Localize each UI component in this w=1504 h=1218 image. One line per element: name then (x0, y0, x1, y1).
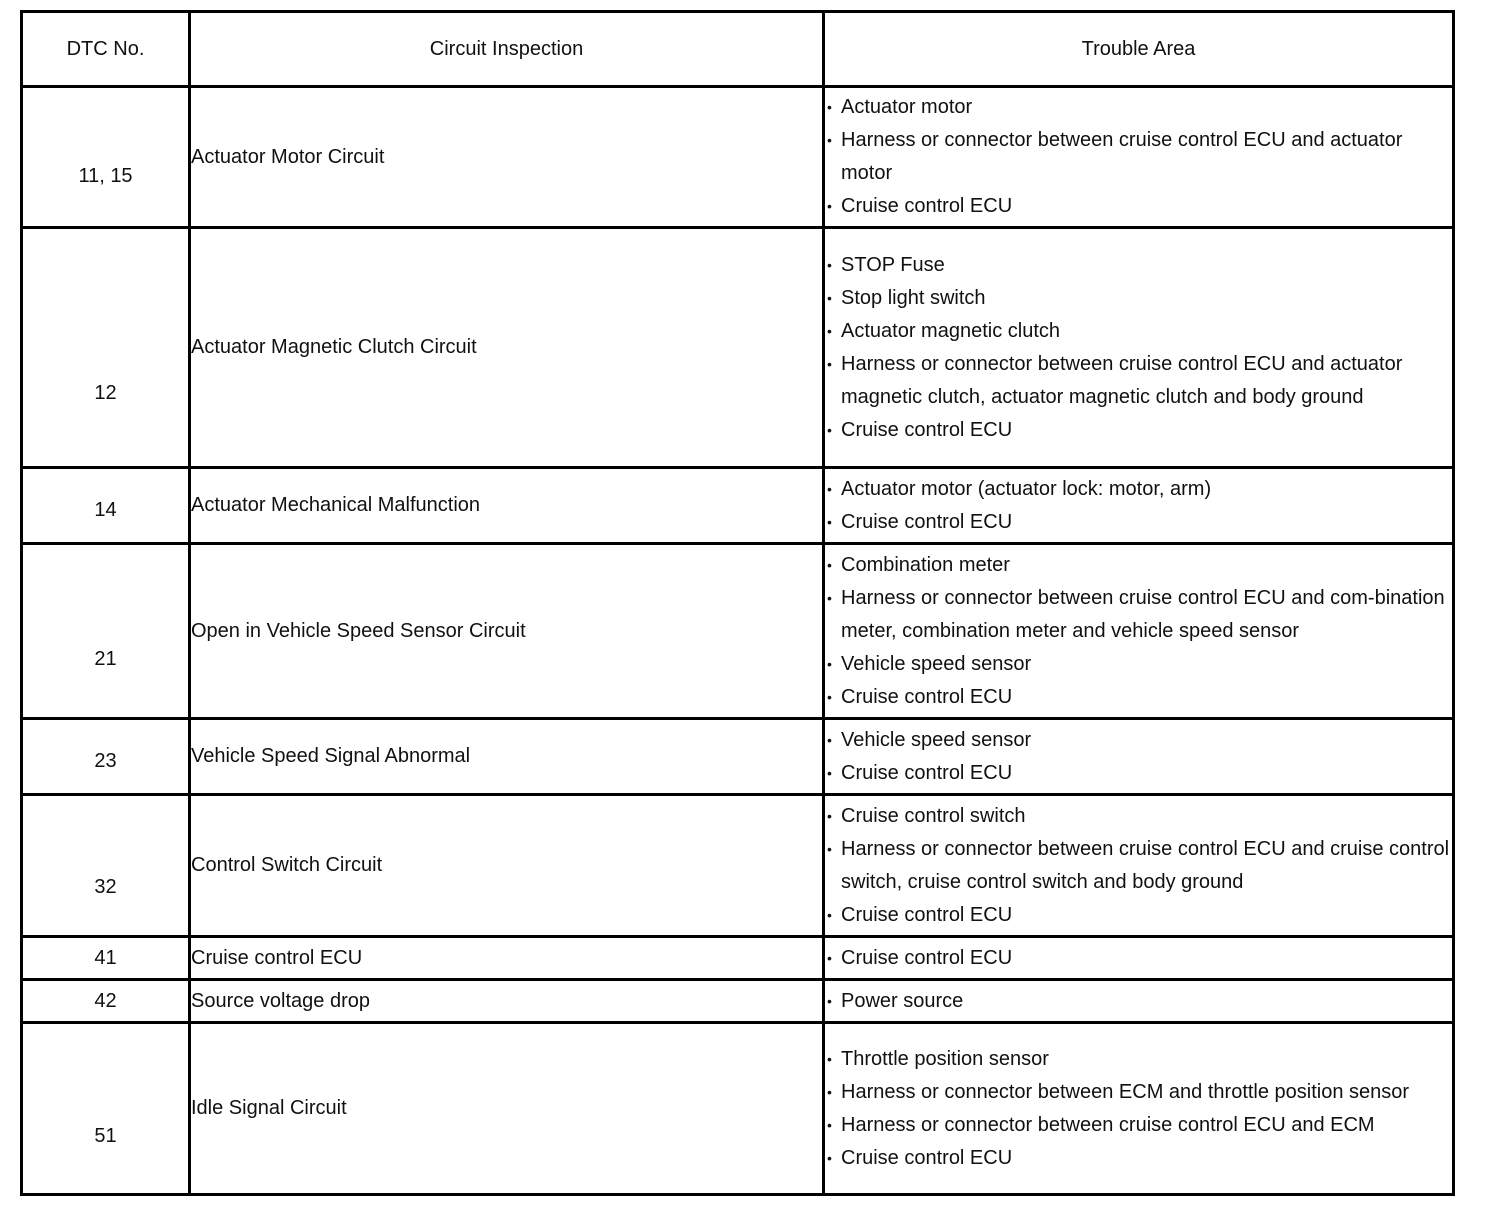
header-circuit-inspection: Circuit Inspection (190, 12, 824, 87)
circuit-name: Source voltage drop (190, 980, 824, 1023)
trouble-area-item: Cruise control ECU (841, 903, 1013, 926)
trouble-area-cell (824, 544, 1454, 719)
circuit-name: Open in Vehicle Speed Sensor Circuit (190, 544, 824, 719)
trouble-area-cell (824, 87, 1454, 228)
trouble-area-item: Power source (841, 989, 964, 1012)
list-item (825, 757, 1452, 790)
list-item (825, 414, 1452, 447)
circuit-name: Vehicle Speed Signal Abnormal (190, 719, 824, 795)
trouble-area-cell (824, 980, 1454, 1023)
list-item (825, 91, 1452, 124)
trouble-area-item: Stop light switch (841, 286, 986, 309)
bullet-icon: • (827, 992, 832, 1009)
circuit-name: Actuator Motor Circuit (190, 87, 824, 228)
list-item (825, 506, 1452, 539)
table-row (22, 719, 1454, 795)
bullet-icon: • (827, 688, 832, 705)
trouble-area-cell (824, 228, 1454, 468)
list-item (825, 800, 1452, 833)
list-item (825, 124, 1452, 190)
bullet-icon: • (827, 840, 832, 857)
trouble-area-item: Cruise control ECU (841, 195, 1013, 217)
trouble-area-cell (824, 937, 1454, 980)
bullet-icon: • (827, 731, 832, 748)
dtc-table (20, 10, 1455, 1196)
trouble-area-cell (824, 1023, 1454, 1195)
list-item (825, 348, 1452, 414)
dtc-number: 11, 15 (78, 164, 133, 187)
circuit-name: Cruise control ECU (190, 937, 824, 980)
dtc-number: 23 (94, 750, 117, 772)
list-item (825, 190, 1452, 223)
bullet-icon: • (827, 906, 832, 923)
dtc-number: 14 (94, 499, 117, 521)
table-row (22, 980, 1454, 1023)
dtc-number: 32 (94, 876, 117, 898)
list-item (825, 582, 1452, 648)
trouble-area-item: Throttle position sensor (841, 1047, 1049, 1070)
bullet-icon: • (827, 807, 832, 824)
header-row (22, 12, 1454, 87)
dtc-number: 42 (22, 980, 190, 1023)
header-trouble-area: Trouble Area (824, 12, 1454, 87)
circuit-name: Control Switch Circuit (190, 795, 824, 937)
trouble-area-item: Cruise control switch (841, 804, 1026, 827)
list-item (825, 315, 1452, 348)
trouble-area-item: Actuator motor (actuator lock: motor, arm) (841, 477, 1212, 500)
list-item (825, 833, 1452, 899)
bullet-icon: • (827, 198, 832, 214)
trouble-area-item: Harness or connector between cruise control ECU and actuator magnetic clutch, actuator magnetic clutch and body ground (841, 352, 1403, 408)
bullet-icon: • (827, 764, 832, 781)
trouble-area-item: Harness or connector between cruise control ECU and com-bination meter, combination meter and vehicle speed sensor (841, 586, 1445, 642)
table-row (22, 228, 1454, 468)
trouble-area-item: Vehicle speed sensor (841, 652, 1032, 675)
bullet-icon: • (827, 1116, 832, 1133)
trouble-area-item: Cruise control ECU (841, 685, 1013, 708)
trouble-area-item: Harness or connector between cruise control ECU and cruise control switch, cruise control switch and body ground (841, 837, 1450, 893)
table-row (22, 937, 1454, 980)
trouble-area-item: Actuator magnetic clutch (841, 319, 1060, 342)
list-item (825, 942, 1452, 975)
table-row (22, 468, 1454, 544)
trouble-area-cell (824, 795, 1454, 937)
trouble-area-cell (824, 468, 1454, 544)
table-row (22, 795, 1454, 937)
list-item (825, 724, 1452, 757)
bullet-icon: • (827, 1083, 832, 1100)
list-item (825, 681, 1452, 714)
trouble-area-item: Cruise control ECU (841, 510, 1013, 533)
bullet-icon: • (827, 132, 832, 148)
bullet-icon: • (827, 322, 832, 339)
list-item (825, 473, 1452, 506)
trouble-area-item: Harness or connector between cruise control ECU and actuator motor (841, 129, 1403, 184)
list-item (825, 1109, 1452, 1142)
bullet-icon: • (827, 1149, 832, 1166)
trouble-area-cell (824, 719, 1454, 795)
list-item (825, 1076, 1452, 1109)
list-item (825, 899, 1452, 932)
bullet-icon: • (827, 289, 832, 306)
list-item (825, 1043, 1452, 1076)
dtc-number: 41 (22, 937, 190, 980)
bullet-icon: • (827, 1050, 832, 1067)
dtc-number: 51 (94, 1125, 117, 1147)
trouble-area-item: Cruise control ECU (841, 418, 1013, 441)
trouble-area-item: Harness or connector between cruise control ECU and ECM (841, 1113, 1375, 1136)
list-item (825, 1142, 1452, 1175)
bullet-icon: • (827, 513, 832, 530)
table-row (22, 1023, 1454, 1195)
circuit-name: Idle Signal Circuit (190, 1023, 824, 1195)
trouble-area-item: Combination meter (841, 553, 1010, 576)
dtc-number: 21 (94, 647, 117, 670)
list-item (825, 282, 1452, 315)
bullet-icon: • (827, 589, 832, 606)
trouble-area-item: Actuator motor (841, 96, 973, 118)
table-row (22, 87, 1454, 228)
trouble-area-item: Cruise control ECU (841, 761, 1013, 784)
bullet-icon: • (827, 480, 832, 497)
table-row (22, 544, 1454, 719)
list-item (825, 249, 1452, 282)
bullet-icon: • (827, 556, 832, 573)
dtc-number: 12 (94, 382, 117, 404)
list-item (825, 549, 1452, 582)
header-dtc-no: DTC No. (22, 12, 190, 87)
list-item (825, 648, 1452, 681)
bullet-icon: • (827, 99, 832, 115)
trouble-area-item: Vehicle speed sensor (841, 728, 1032, 751)
list-item (825, 985, 1452, 1018)
bullet-icon: • (827, 355, 832, 372)
circuit-name: Actuator Mechanical Malfunction (190, 468, 824, 544)
bullet-icon: • (827, 421, 832, 438)
bullet-icon: • (827, 949, 832, 966)
bullet-icon: • (827, 256, 832, 273)
trouble-area-item: Cruise control ECU (841, 1146, 1013, 1169)
trouble-area-item: Cruise control ECU (841, 946, 1013, 969)
trouble-area-item: Harness or connector between ECM and throttle position sensor (841, 1080, 1410, 1103)
trouble-area-item: STOP Fuse (841, 253, 945, 276)
bullet-icon: • (827, 655, 832, 672)
circuit-name: Actuator Magnetic Clutch Circuit (190, 228, 824, 468)
